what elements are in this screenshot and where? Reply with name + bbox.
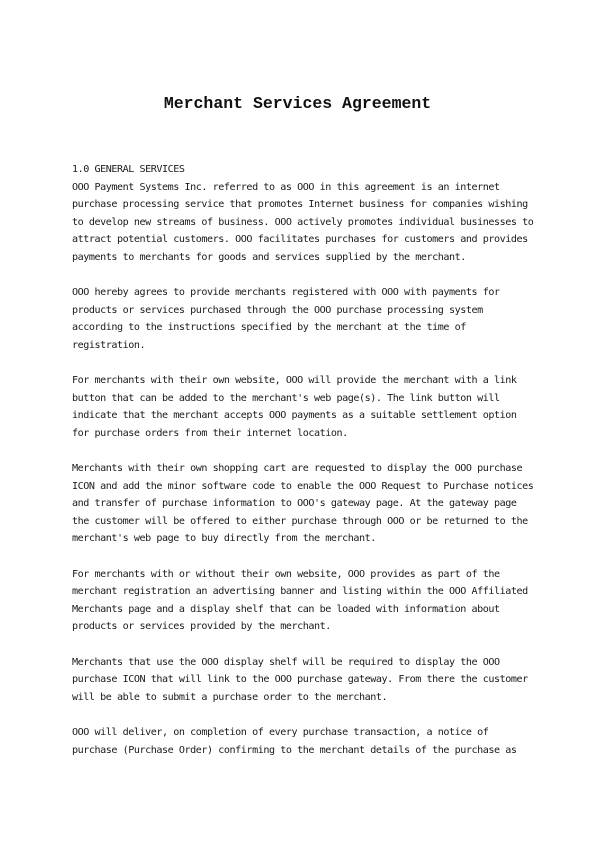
paragraph xyxy=(72,284,532,354)
paragraph-line: For merchants with their own website, OOO will provide the merchant with a link xyxy=(72,375,517,387)
paragraph-line: merchant registration an advertising banner and listing within the OOO Affiliated xyxy=(72,586,528,598)
paragraph xyxy=(72,460,532,548)
paragraph-spacer xyxy=(72,548,532,566)
document-title: Merchant Services Agreement xyxy=(163,94,432,113)
paragraph-spacer xyxy=(72,636,532,654)
paragraph-spacer xyxy=(72,355,532,373)
paragraph-line: the customer will be offered to either purchase through OOO or be returned to the xyxy=(72,515,528,527)
paragraph-line: Merchants that use the OOO display shelf will be required to display the OOO xyxy=(72,656,500,668)
paragraph-line: purchase processing service that promotes Internet business for companies wishing xyxy=(72,199,528,211)
paragraph xyxy=(72,372,532,442)
paragraph-line: for purchase orders from their internet location. xyxy=(72,427,348,439)
document-body xyxy=(72,161,532,759)
paragraph-line: Merchants page and a display shelf that can be loaded with information about xyxy=(72,603,500,615)
paragraph-line: according to the instructions specified by the merchant at the time of xyxy=(72,322,466,334)
paragraph-line: attract potential customers. OOO facilitates purchases for customers and provides xyxy=(72,234,528,246)
paragraph-line: indicate that the merchant accepts OOO payments as a suitable settlement option xyxy=(72,410,517,422)
paragraph-line: payments to merchants for goods and services supplied by the merchant. xyxy=(72,251,466,263)
paragraph-line: products or services purchased through the OOO purchase processing system xyxy=(72,304,483,316)
section-heading: 1.0 GENERAL SERVICES xyxy=(72,164,185,175)
paragraph-line: products or services provided by the merchant. xyxy=(72,621,331,633)
paragraph-spacer xyxy=(72,443,532,461)
paragraph-line: registration. xyxy=(72,339,146,351)
paragraph-line: purchase (Purchase Order) confirming to the merchant details of the purchase as xyxy=(72,744,517,756)
paragraph xyxy=(72,566,532,636)
paragraph-line: merchant's web page to buy directly from the merchant. xyxy=(72,533,376,545)
paragraph-line: to develop new streams of business. OOO actively promotes individual businesses to xyxy=(72,216,534,228)
paragraph xyxy=(72,654,532,707)
paragraph-line: will be able to submit a purchase order to the merchant. xyxy=(72,691,388,703)
paragraph-line: Merchants with their own shopping cart are requested to display the OOO purchase xyxy=(72,463,523,475)
paragraph-line: OOO hereby agrees to provide merchants registered with OOO with payments for xyxy=(72,287,500,299)
paragraph-line: OOO Payment Systems Inc. referred to as OOO in this agreement is an internet xyxy=(72,181,500,193)
paragraph-spacer xyxy=(72,267,532,285)
paragraph xyxy=(72,724,532,759)
paragraph-line: and transfer of purchase information to OOO's gateway page. At the gateway page xyxy=(72,498,517,510)
paragraph-line: ICON and add the minor software code to enable the OOO Request to Purchase notices xyxy=(72,480,534,492)
paragraph-spacer xyxy=(72,706,532,724)
paragraph-line: For merchants with or without their own website, OOO provides as part of the xyxy=(72,568,500,580)
paragraph-line: purchase ICON that will link to the OOO purchase gateway. From there the customer xyxy=(72,674,528,686)
paragraph xyxy=(72,179,532,267)
paragraph-line: button that can be added to the merchant's web page(s). The link button will xyxy=(72,392,500,404)
paragraph-line: OOO will deliver, on completion of every purchase transaction, a notice of xyxy=(72,727,489,738)
